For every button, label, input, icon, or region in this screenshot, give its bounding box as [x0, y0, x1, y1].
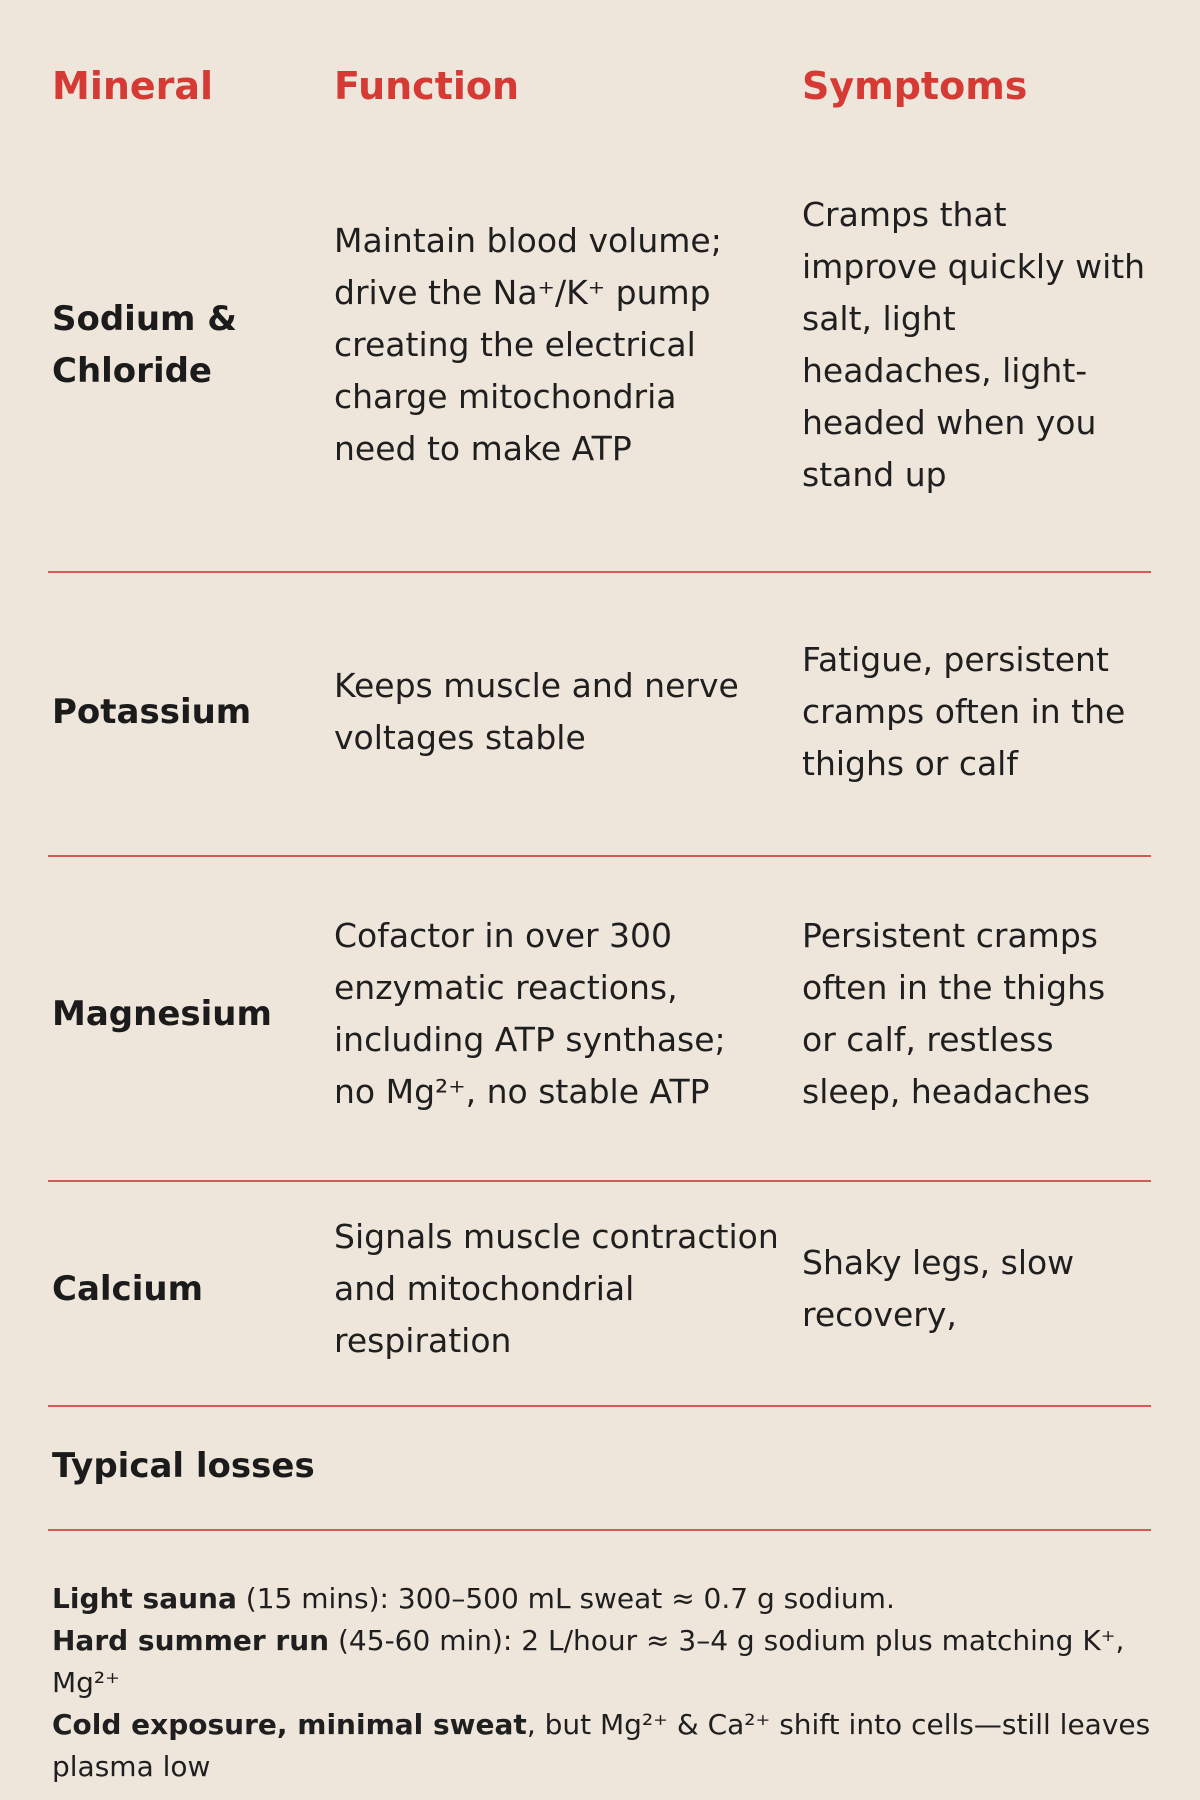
loss-item-detail: , but Mg²⁺ & Ca²⁺ shift into cells—still leaves plasma low [52, 1708, 1151, 1783]
header-symptoms: Symptoms [802, 64, 1028, 108]
function-text: Signals muscle contraction and mitochondrial respiration [334, 1217, 779, 1360]
symptoms-text: Shaky legs, slow recovery, [802, 1243, 1075, 1334]
mineral-name: Potassium [52, 692, 252, 732]
table-row [0, 634, 1200, 790]
table-row [0, 190, 1200, 500]
loss-item [52, 1704, 1162, 1788]
row-divider [48, 855, 1151, 857]
loss-item-label: Cold exposure, minimal sweat [52, 1708, 527, 1741]
loss-item-detail: (15 mins): 300–500 mL sweat ≈ 0.7 g sodium. [236, 1582, 895, 1615]
section-divider [48, 1529, 1151, 1531]
function-text: Maintain blood volume; drive the Na⁺/K⁺ pump creating the electrical charge mitochondria need to make ATP [334, 221, 722, 468]
table-header [0, 60, 1200, 120]
symptoms-text: Fatigue, persistent cramps often in the thighs or calf [802, 640, 1126, 783]
function-text: Keeps muscle and nerve voltages stable [334, 666, 739, 757]
table-row [0, 910, 1200, 1118]
header-mineral: Mineral [52, 64, 214, 108]
typical-losses-title: Typical losses [52, 1446, 315, 1486]
row-divider [48, 571, 1151, 573]
mineral-name: Magnesium [52, 994, 272, 1034]
mineral-name: Calcium [52, 1269, 203, 1309]
row-divider [48, 1405, 1151, 1407]
function-text: Cofactor in over 300 enzymatic reactions, including ATP synthase; no Mg²⁺, no stable ATP [334, 916, 726, 1111]
mineral-name: Sodium & Chloride [52, 299, 237, 391]
typical-losses-list [52, 1578, 1162, 1788]
row-divider [48, 1180, 1151, 1182]
loss-item-detail: (45-60 min): 2 L/hour ≈ 3–4 g sodium plus matching K⁺, Mg²⁺ [52, 1624, 1125, 1699]
header-function: Function [334, 64, 520, 108]
symptoms-text: Persistent cramps often in the thighs or calf, restless sleep, headaches [802, 916, 1106, 1111]
symptoms-text: Cramps that improve quickly with salt, light headaches, light-headed when you stand up [802, 195, 1146, 494]
loss-item [52, 1578, 1162, 1620]
table-row [0, 1186, 1200, 1392]
loss-item [52, 1620, 1162, 1704]
loss-item-label: Hard summer run [52, 1624, 330, 1657]
loss-item-label: Light sauna [52, 1582, 237, 1615]
